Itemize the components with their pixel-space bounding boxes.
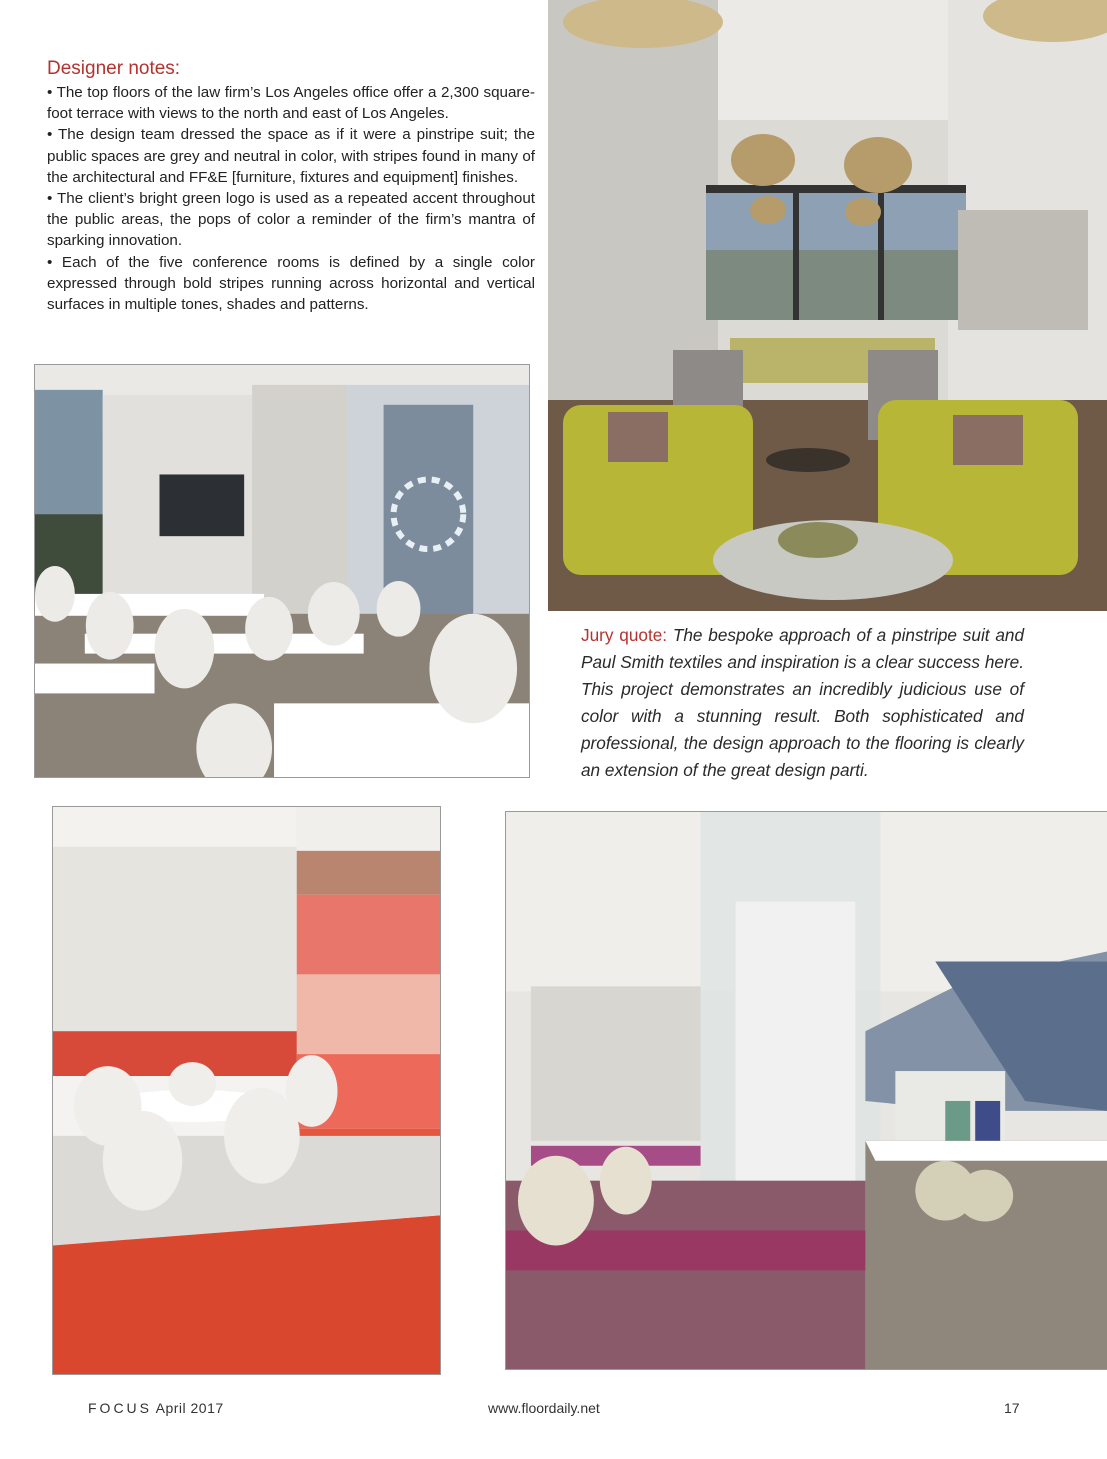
publication-name: FOCUS: [88, 1400, 152, 1416]
designer-notes-heading: Designer notes:: [47, 58, 181, 79]
lounge-photo: [548, 0, 1107, 611]
designer-note-item: • The client’s bright green logo is used as a repeated accent throughout the public areas, the pops of color a reminder of the firm’s mantra of sparking innovation.: [47, 190, 535, 250]
designer-notes-list: [47, 82, 535, 315]
designer-note-item: • The top floors of the law firm’s Los Angeles office offer a 2,300 square-foot terrace with views to the north and east of Los Angeles.: [47, 84, 535, 123]
jury-quote-text: The bespoke approach of a pinstripe suit and Paul Smith textiles and inspiration is a clear success here. This project demonstrates an incredibly judicious use of color with a stunning result. Both sophisticated and professional, the design approach to the flooring is clearly an extension of the great design parti.: [581, 625, 1025, 780]
footer-website[interactable]: www.floordaily.net: [488, 1400, 600, 1416]
designer-note-item: • Each of the five conference rooms is defined by a single color expressed through bold stripes running across horizontal and vertical surfaces in multiple tones, shades and patterns.: [47, 253, 535, 314]
designer-note-item: • The design team dressed the space as if it were a pinstripe suit; the public spaces are grey and neutral in color, with stripes found in many of the architectural and FF&E [furniture, fixtures and equipment] finishes.: [47, 126, 535, 186]
footer-publication: [88, 1400, 224, 1416]
issue-date: April 2017: [155, 1400, 224, 1416]
training-room-photo: [34, 364, 530, 778]
jury-quote: [581, 622, 1024, 784]
jury-quote-label: Jury quote:: [581, 625, 668, 645]
designer-notes: [47, 58, 535, 315]
red-conference-room-photo: [52, 806, 441, 1375]
glass-conference-room-photo: [505, 811, 1107, 1370]
page-number: 17: [1004, 1400, 1020, 1416]
